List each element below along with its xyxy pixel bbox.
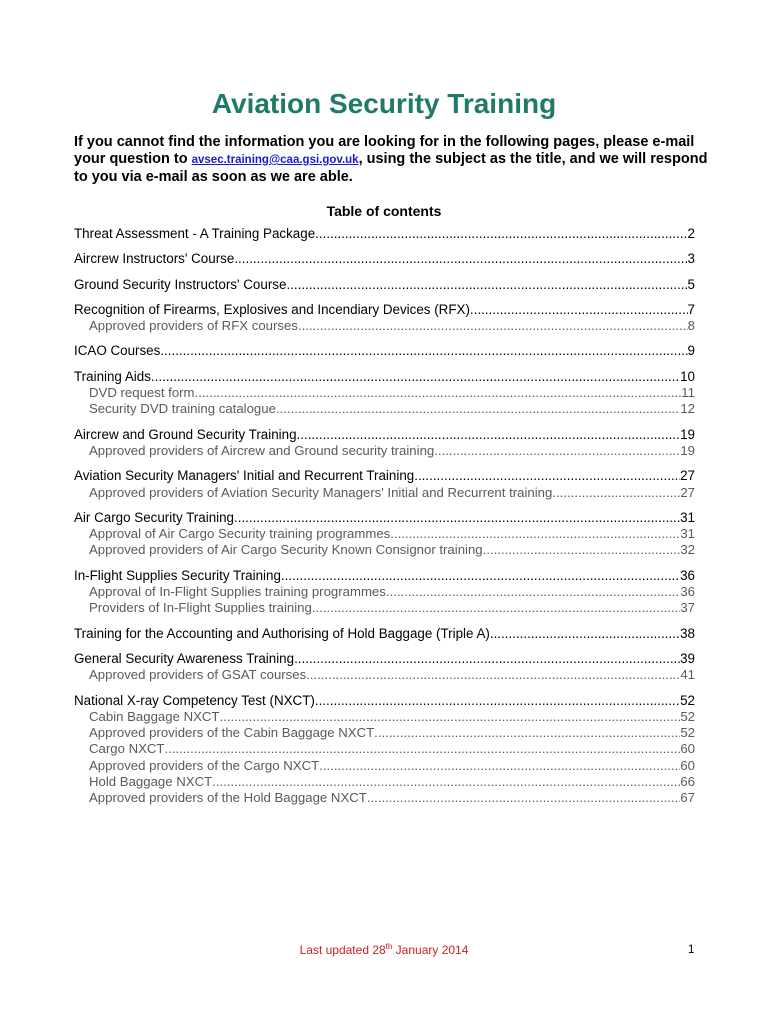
toc-entry-label: Approved providers of the Hold Baggage NXCT [89,790,367,806]
toc-entry-page: 7 [687,301,695,317]
toc-entry-label: Air Cargo Security Training [74,509,235,525]
toc-entry[interactable] [74,226,695,242]
toc-entry[interactable] [74,626,695,642]
toc-entry-page: 9 [687,343,695,359]
toc-subentry[interactable] [74,526,695,542]
toc-entry[interactable] [74,343,695,359]
toc-leader-dots [386,584,680,600]
toc-entry-label: Approved providers of the Cargo NXCT [89,757,320,773]
toc-entry-page: 11 [681,385,695,401]
footer-sup: th [385,942,393,951]
footer-suffix: January 2014 [392,943,469,957]
toc-leader-dots [281,568,680,584]
toc-subentry[interactable] [74,667,695,683]
toc-entry-label: Approved providers of Aviation Security Managers' Initial and Recurrent training [89,484,553,500]
toc-leader-dots [151,369,680,385]
toc-entry-page: 10 [680,368,695,384]
toc-entry-page: 60 [680,741,695,757]
toc-leader-dots [234,510,680,526]
toc-entry-page: 19 [680,442,695,458]
toc-leader-dots [315,693,680,709]
toc-entry-label: Hold Baggage NXCT [89,774,213,790]
toc-leader-dots [390,526,680,542]
toc-entry-page: 36 [680,567,695,583]
toc-entry-label: Threat Assessment - A Training Package [74,226,316,241]
toc-subentry[interactable] [74,709,695,725]
toc-entry[interactable] [74,468,695,484]
toc-entry-label: Approval of In-Flight Supplies training programmes [89,584,386,600]
toc-leader-dots [552,485,680,501]
toc-entry-page: 8 [687,318,695,334]
toc-leader-dots [306,667,680,683]
toc-entry-label: Aircrew and Ground Security Training [74,426,297,442]
toc-entry[interactable] [74,427,695,443]
toc-leader-dots [470,302,688,318]
toc-leader-dots [160,343,687,359]
footer-prefix: Last updated 28 [299,943,386,957]
toc-entry-page: 52 [680,725,695,741]
toc-entry-page: 52 [680,708,695,724]
toc-heading: Table of contents [326,203,442,219]
toc-subentry[interactable] [74,741,695,757]
toc-entry-page: 2 [687,226,695,241]
toc-entry-label: Cargo NXCT [89,741,165,757]
toc-entry-label: ICAO Courses [74,343,161,359]
toc-leader-dots [212,774,680,790]
intro-text-after: , using the subject as the title, and we will respond to you via e-mail as soon as we are able. [74,151,708,185]
toc-entry-page: 41 [680,667,695,683]
toc-entry-page: 5 [687,276,695,292]
toc-entry-label: In-Flight Supplies Security Training [74,567,281,583]
toc-entry-page: 39 [680,650,695,666]
intro-text-before: If you cannot find the information you are looking for in the following pages, please e-mail your question to [74,134,695,167]
toc-leader-dots [483,542,681,558]
toc-entry-page: 67 [680,790,695,806]
toc-entry-page: 32 [680,542,695,558]
toc-entry-page: 12 [680,401,695,417]
toc-entry-label: DVD request form [89,385,195,401]
toc-entry-label: Cabin Baggage NXCT [89,708,220,724]
toc-subentry[interactable] [74,584,695,600]
toc-subentry[interactable] [74,600,695,616]
toc-entry-label: Aviation Security Managers' Initial and Recurrent Training [74,468,415,484]
toc-entry-label: Aircrew Instructors' Course [74,251,235,267]
toc-entry-label: Recognition of Firearms, Explosives and Incendiary Devices (RFX) [74,301,470,317]
toc-leader-dots [374,725,680,741]
toc-entry-label: Security DVD training catalogue [89,401,276,417]
toc-leader-dots [434,443,680,459]
toc-entry-label: General Security Awareness Training [74,650,295,666]
intro-paragraph [74,134,714,186]
toc-leader-dots [490,626,680,642]
toc-leader-dots [367,790,681,806]
toc-leader-dots [414,468,680,484]
toc-leader-dots [319,758,680,774]
toc-subentry[interactable] [74,485,695,501]
toc-subentry[interactable] [74,443,695,459]
toc-leader-dots [234,251,687,267]
toc-entry-label: Approved providers of GSAT courses [89,667,307,683]
toc-entry[interactable] [74,369,695,385]
toc-entry[interactable] [74,568,695,584]
toc-subentry[interactable] [74,385,695,401]
toc-leader-dots [276,401,680,417]
toc-entry-page: 31 [680,526,695,542]
toc-leader-dots [286,277,687,293]
toc-entry[interactable] [74,510,695,526]
toc-entry-label: Approved providers of Air Cargo Security Known Consignor training [89,542,483,558]
toc-subentry[interactable] [74,542,695,558]
toc-leader-dots [298,318,688,334]
toc-entry-label: Approved providers of Aircrew and Ground security training [89,442,435,458]
toc-entry-page: 27 [680,484,695,500]
toc-subentry[interactable] [74,774,695,790]
page-number: 1 [688,944,695,956]
toc-entry-label: Approved providers of RFX courses [89,318,298,334]
contact-email-link[interactable]: avsec.training@caa.gsi.gov.uk [191,154,359,166]
toc-entry-page: 60 [680,757,695,773]
toc-entry[interactable] [74,651,695,667]
toc-leader-dots [195,385,682,401]
toc-entry-page: 37 [680,600,695,616]
toc-subentry[interactable] [74,790,695,806]
toc-entry-label: National X-ray Competency Test (NXCT) [74,692,315,708]
toc-entry[interactable] [74,693,695,709]
toc-entry-label: Ground Security Instructors' Course [74,276,287,292]
toc-entry-page: 19 [680,426,695,442]
toc-entry-page: 52 [680,692,695,708]
toc-subentry[interactable] [74,758,695,774]
toc-entry-page: 38 [680,625,695,641]
toc-entry-page: 3 [687,251,695,267]
toc-entry-label: Approval of Air Cargo Security training programmes [89,526,391,542]
toc-leader-dots [315,226,687,242]
table-of-contents [74,226,695,807]
toc-leader-dots [294,651,680,667]
toc-leader-dots [164,741,680,757]
toc-entry-label: Training for the Accounting and Authorising of Hold Baggage (Triple A) [74,625,490,641]
page-title: Aviation Security Training [211,88,557,119]
toc-leader-dots [312,600,680,616]
toc-entry[interactable] [74,251,695,267]
toc-subentry[interactable] [74,401,695,417]
toc-subentry[interactable] [74,318,695,334]
toc-entry-label: Approved providers of the Cabin Baggage NXCT [89,725,375,741]
toc-entry-page: 36 [680,584,695,600]
toc-leader-dots [219,709,680,725]
toc-entry[interactable] [74,302,695,318]
toc-entry-page: 27 [680,468,695,484]
footer-last-updated [0,942,768,957]
toc-entry-label: Training Aids [74,368,151,384]
toc-leader-dots [297,427,681,443]
toc-entry-label: Providers of In-Flight Supplies training [89,600,312,616]
toc-entry-page: 66 [680,774,695,790]
toc-entry[interactable] [74,277,695,293]
toc-entry-page: 31 [680,509,695,525]
toc-subentry[interactable] [74,725,695,741]
